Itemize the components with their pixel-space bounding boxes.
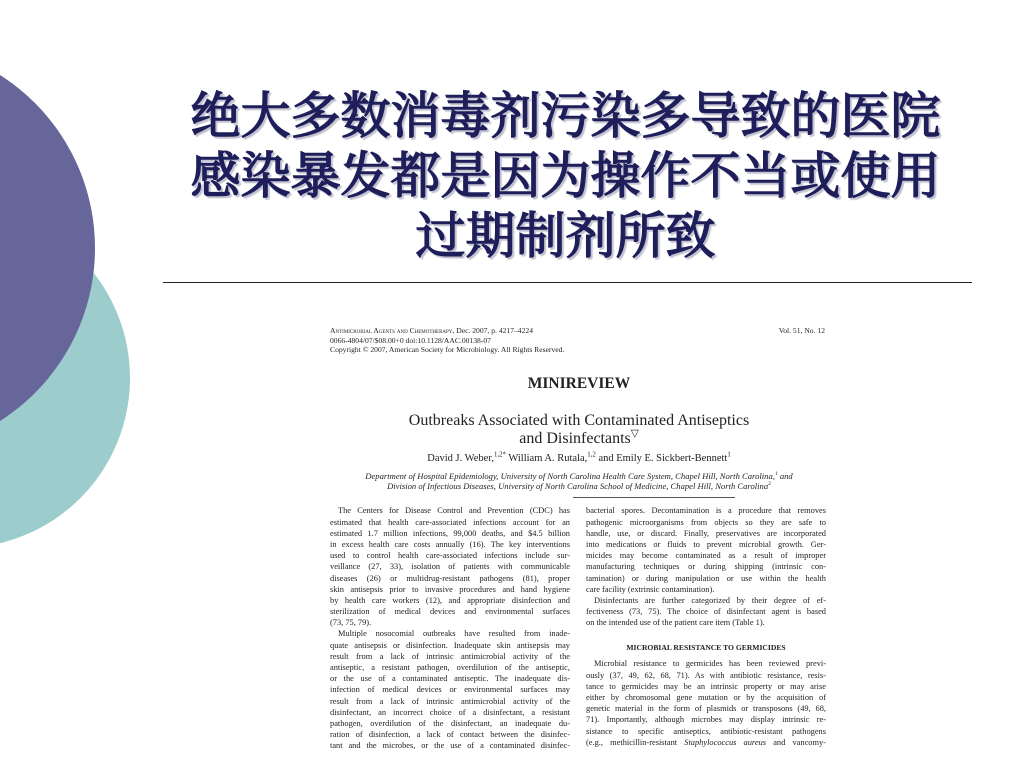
text-line: veillance (27, 33), isolation of patients with communicable bbox=[330, 562, 570, 572]
text-line: by health care workers (12), and appropriate disinfection and bbox=[330, 595, 570, 605]
affiliation-line bbox=[325, 471, 833, 481]
text-line: on the intended use of the patient care item (Table 1). bbox=[586, 618, 765, 628]
text-line: 71). Importantly, although microbes may display intrinsic re- bbox=[586, 715, 826, 725]
affiliation-mark: 2 bbox=[768, 481, 771, 488]
text-line: micides may become contaminated as a result of improper bbox=[586, 551, 826, 561]
section-rule bbox=[573, 497, 735, 498]
paper-header bbox=[330, 326, 564, 355]
text-line: care facility (extrinsic contamination). bbox=[586, 584, 715, 594]
text-line: Multiple nosocomial outbreaks have resulted from inade- bbox=[338, 629, 570, 639]
affiliation-text: Division of Infectious Diseases, University of North Carolina School of Medicine, Chapel Hill, North Carolina bbox=[387, 481, 769, 491]
text-line: (73, 75, 79). bbox=[330, 618, 372, 628]
text-line: bacterial spores. Decontamination is a procedure that removes bbox=[586, 506, 826, 516]
copyright-line: Copyright © 2007, American Society for Microbiology. All Rights Reserved. bbox=[330, 345, 565, 354]
paper-excerpt-image bbox=[325, 322, 833, 758]
text-line: disinfectant, an incorrect choice of a disinfectant, a resistant bbox=[330, 707, 570, 717]
section-heading: MICROBIAL RESISTANCE TO GERMICIDES bbox=[626, 642, 786, 652]
affiliation-text: Department of Hospital Epidemiology, University of North Carolina Health Care System, Chapel Hill, North Carolina, bbox=[365, 471, 775, 481]
text-line: ously (37, 49, 62, 68, 71). As with antibiotic resistance, resis- bbox=[586, 670, 826, 680]
text-line: fectiveness (73, 75). The choice of disinfectant agent is based bbox=[586, 607, 826, 617]
text-line: antiseptic, a resistant pathogen, overdilution of the antiseptic, bbox=[330, 663, 570, 673]
text-line: handle, use, or discard. Finally, preservatives are incorporated bbox=[586, 528, 826, 538]
text-line: skin antisepsis prior to invasive procedures and hand hygiene bbox=[330, 584, 570, 594]
text-line: tant and the microbes, or the use of a contaminated disinfec- bbox=[330, 741, 570, 751]
slide-title-line: 绝大多数消毒剂污染多导致的医院 bbox=[190, 87, 941, 145]
author-affiliation-mark: 1 bbox=[727, 451, 731, 458]
text-line: The Centers for Disease Control and Prevention (CDC) has bbox=[338, 506, 570, 516]
text-line: used to control health care-associated infections include sur- bbox=[330, 551, 570, 561]
affiliations bbox=[325, 471, 833, 491]
text-line: tamination) or during manipulation or use within the health bbox=[586, 573, 826, 583]
author-name: and Emily E. Sickbert-Bennett bbox=[595, 452, 728, 464]
volume-number: Vol. 51, No. 12 bbox=[778, 326, 825, 335]
text-line: Disinfectants are further categorized by their degree of ef- bbox=[594, 595, 826, 605]
text-line: Microbial resistance to germicides has been reviewed previ- bbox=[594, 659, 826, 669]
text-line: genetic material in the form of plasmids or transposons (49, 68, bbox=[586, 704, 826, 714]
text-line: result from a lack of intrinsic antimicrobial activity of the bbox=[330, 651, 570, 661]
text-line: into medications or fluids to prevent microbial growth. Ger- bbox=[586, 539, 826, 549]
paragraph bbox=[586, 658, 826, 748]
article-title-line bbox=[325, 430, 833, 448]
text-line: either by chromosomal gene mutation or by the acquisition of bbox=[586, 692, 826, 702]
text-line: in excess health care costs annually (16). The key interventions bbox=[330, 539, 570, 549]
journal-line bbox=[330, 326, 564, 336]
text-line: estimated that health care-associated infections account for an bbox=[330, 517, 570, 527]
title-divider bbox=[163, 282, 972, 283]
text-line: estimated 1.7 million infections, 99,000 deaths, and $4.5 billion bbox=[330, 528, 570, 538]
text-line: diseases (26) or multidrug-resistant pathogens (81), proper bbox=[330, 573, 570, 583]
text-line: or the use of a contaminated antiseptic. The inadequate dis- bbox=[330, 674, 570, 684]
left-text-column bbox=[330, 505, 570, 751]
affiliation-line bbox=[325, 481, 833, 491]
text-line: tance to germicides may be an intrinsic property or may arise bbox=[586, 681, 826, 691]
title-mark: ▽ bbox=[630, 428, 639, 440]
identifiers-line: 0066-4804/07/$08.00+0 doi:10.1128/AAC.00138-07 bbox=[330, 335, 491, 345]
author-affiliation-mark: 1,2 bbox=[587, 451, 596, 458]
text-segment: (e.g., methicillin-resistant bbox=[586, 737, 685, 747]
text-line: quate antisepsis or disinfection. Inadequate skin antisepsis may bbox=[330, 640, 570, 650]
author-list bbox=[325, 452, 833, 465]
slide-title bbox=[163, 86, 968, 266]
article-title-text: and Disinfectants bbox=[519, 430, 631, 447]
text-line bbox=[586, 737, 826, 748]
article-title-line: Outbreaks Associated with Contaminated Antiseptics bbox=[408, 412, 750, 429]
text-line: manufacturing techniques or during shipping (intrinsic con- bbox=[586, 562, 826, 572]
text-line: result from a lack of intrinsic antimicrobial activity of the bbox=[330, 696, 570, 706]
slide-title-line: 过期制剂所致 bbox=[415, 207, 716, 265]
text-line: infection of medical devices or environmental surfaces may bbox=[330, 685, 570, 695]
affiliation-mark: 1 bbox=[774, 471, 778, 478]
author-name: David J. Weber, bbox=[427, 452, 495, 464]
text-line: sistance to specific antiseptics, antibiotic-resistant pathogens bbox=[586, 726, 826, 736]
slide-title-line: 感染暴发都是因为操作不当或使用 bbox=[190, 147, 941, 205]
affiliation-text: and bbox=[777, 471, 793, 481]
author-name: William A. Rutala, bbox=[505, 452, 588, 464]
text-line: sterilization of medical devices and environmental surfaces bbox=[330, 607, 570, 617]
author-affiliation-mark: 1,2* bbox=[494, 451, 506, 458]
article-title bbox=[325, 412, 833, 448]
species-name: Staphylococcus aureus bbox=[684, 737, 767, 747]
journal-name: Antimicrobial Agents and Chemotherapy bbox=[330, 326, 453, 335]
article-type: MINIREVIEW bbox=[527, 375, 631, 392]
text-line: pathogen, overdilution of the disinfectant, an inadequate du- bbox=[330, 718, 570, 728]
text-segment: and vancomy- bbox=[766, 737, 826, 747]
text-line: ration of disinfection, a lack of contact between the disinfec- bbox=[330, 730, 570, 740]
issue-pages: , Dec. 2007, p. 4217–4224 bbox=[452, 326, 533, 335]
text-line: pathogenic microorganisms from objects so they are safe to bbox=[586, 517, 826, 527]
right-text-column bbox=[586, 505, 826, 748]
